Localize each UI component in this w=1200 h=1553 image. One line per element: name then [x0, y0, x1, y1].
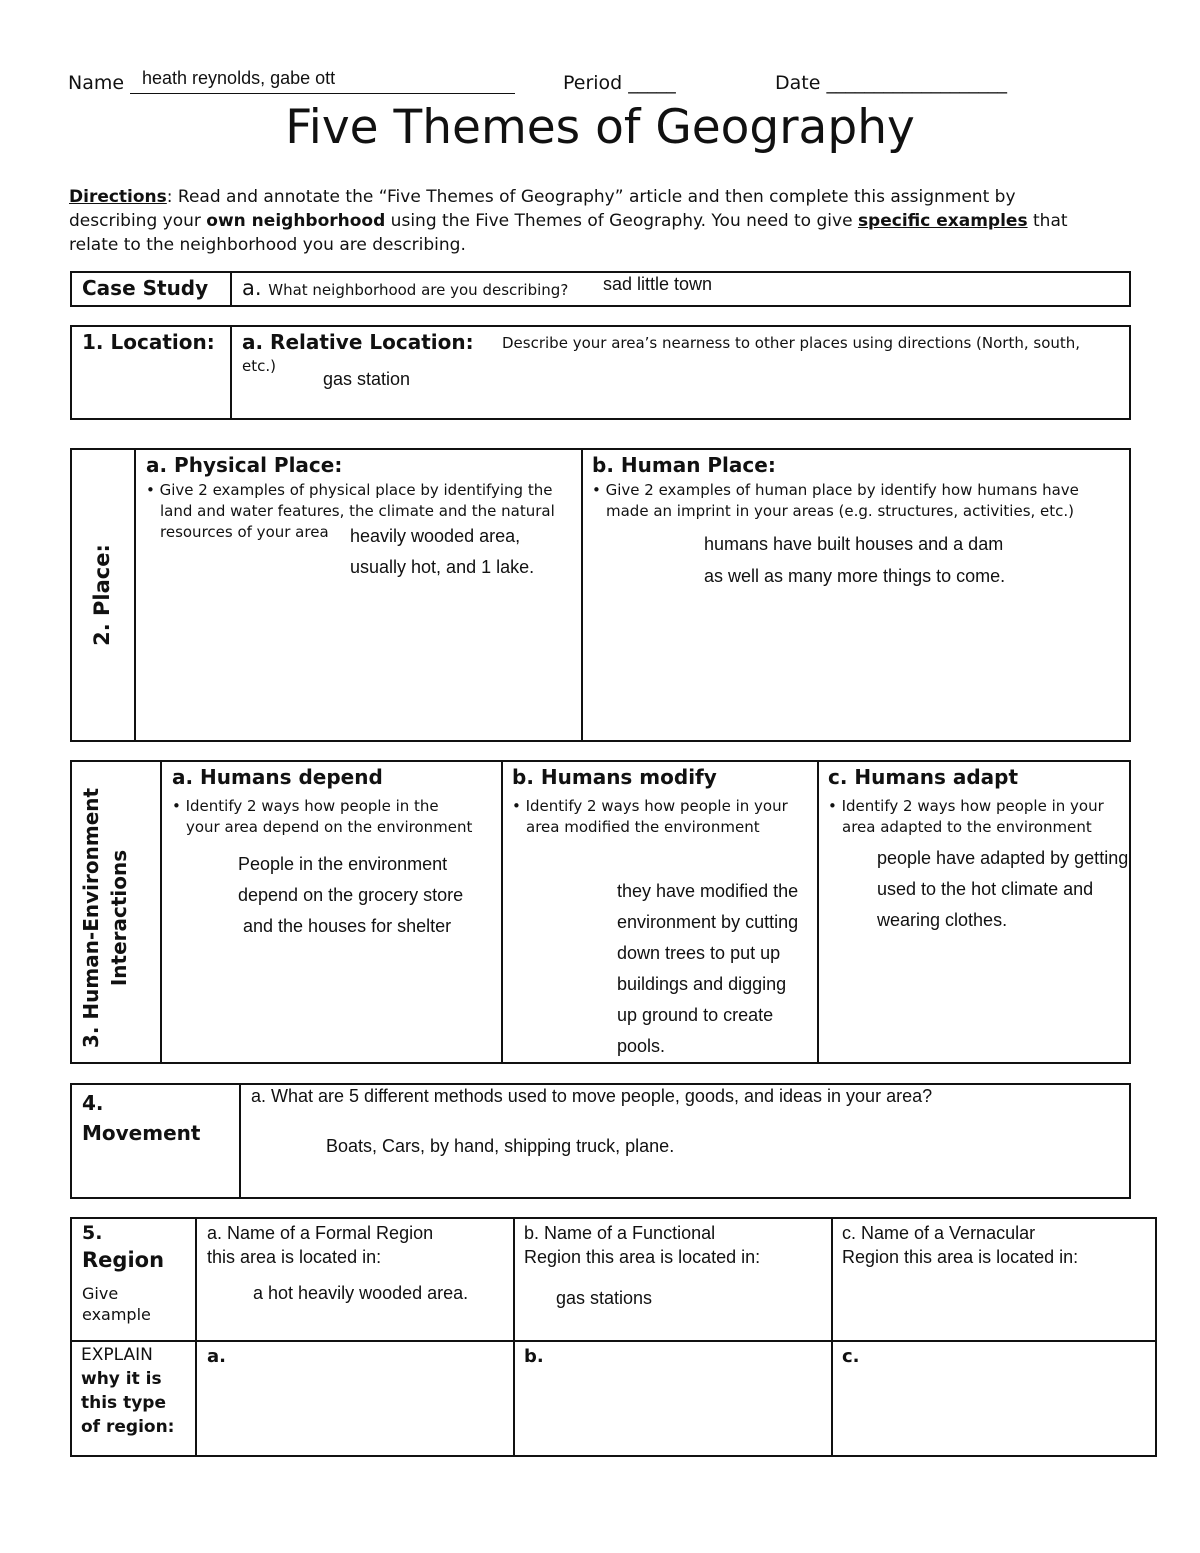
directions-specific-examples: specific examples — [857, 211, 1028, 231]
humans-modify-heading: b. Humans modify — [512, 765, 717, 789]
period-field[interactable]: Period _____ — [563, 72, 676, 94]
directions-text-2a: describing your — [69, 211, 207, 231]
hei-side-label: 3. Human-Environment Interactions — [79, 787, 131, 1049]
directions-text-1: : Read and annotate the “Five Themes of Geography” article and then complete this assignment by — [166, 187, 1016, 207]
humans-adapt-heading: c. Humans adapt — [828, 765, 1019, 789]
human-place-instructions: • Give 2 examples of human place by identify how humans have made an imprint in your areas (e.g. structures, activities, etc.) — [592, 481, 1079, 520]
directions-label: Directions — [69, 187, 167, 207]
name-label: Name — [68, 72, 131, 94]
formal-region-heading: a. Name of a Formal Region this area is located in: — [207, 1223, 434, 1267]
relative-location-prompt-1: Describe your area’s nearness to other places using directions (North, south, — [502, 334, 1081, 352]
humans-depend-instructions: • Identify 2 ways how people in the your area depend on the environment — [172, 797, 473, 836]
directions-text-2c: using the Five Themes of Geography. You need to give — [385, 211, 858, 231]
physical-place-heading: a. Physical Place: — [146, 453, 343, 477]
humans-depend-heading: a. Humans depend — [172, 765, 383, 789]
relative-location-heading: a. Relative Location: — [242, 330, 474, 354]
directions-text-3: relate to the neighborhood you are describing. — [69, 235, 466, 255]
directions-own-neighborhood: own neighborhood — [206, 211, 386, 231]
case-study-label: Case Study — [82, 276, 209, 300]
functional-region-heading: b. Name of a Functional Region this area is located in: — [524, 1223, 761, 1267]
humans-modify-answer[interactable]: they have modified the environment by cutting down trees to put up buildings and digging up ground to create pools. — [617, 881, 799, 1056]
formal-region-answer[interactable]: a hot heavily wooded area. — [253, 1283, 469, 1303]
explain-b[interactable]: b. — [524, 1346, 544, 1367]
vernacular-region-heading: c. Name of a Vernacular Region this area is located in: — [842, 1223, 1079, 1267]
humans-adapt-answer[interactable]: people have adapted by getting used to the hot climate and wearing clothes. — [877, 848, 1129, 930]
humans-adapt-instructions: • Identify 2 ways how people in your area adapted to the environment — [828, 797, 1104, 836]
directions-text-2e: that — [1027, 211, 1068, 231]
place-side-label: 2. Place: — [90, 544, 114, 646]
movement-answer[interactable]: Boats, Cars, by hand, shipping truck, plane. — [326, 1136, 675, 1156]
case-study-prompt: a. What neighborhood are you describing? — [242, 276, 569, 300]
movement-prompt: a. What are 5 different methods used to move people, goods, and ideas in your area? — [251, 1086, 933, 1106]
name-value[interactable]: heath reynolds, gabe ott — [142, 68, 336, 88]
region-label: 5. Region Give example — [82, 1222, 165, 1324]
functional-region-answer[interactable]: gas stations — [556, 1288, 653, 1308]
explain-label: EXPLAIN why it is this type of region: — [81, 1345, 175, 1437]
physical-place-answer[interactable]: heavily wooded area, usually hot, and 1 lake. — [350, 526, 535, 577]
relative-location-answer[interactable]: gas station — [323, 369, 411, 389]
explain-a[interactable]: a. — [207, 1346, 226, 1367]
directions — [69, 185, 1139, 257]
human-place-answer[interactable]: humans have built houses and a dam as well as many more things to come. — [704, 534, 1006, 586]
location-label: 1. Location: — [82, 330, 215, 354]
movement-label: 4. Movement — [82, 1091, 201, 1145]
page-title: Five Themes of Geography — [285, 100, 915, 155]
relative-location-prompt-2: etc.) — [242, 357, 276, 375]
explain-c[interactable]: c. — [842, 1346, 860, 1367]
case-study-answer[interactable]: sad little town — [603, 274, 713, 294]
physical-place-instructions: • Give 2 examples of physical place by identifying the land and water features, the climate and the natural resources of your area — [146, 481, 555, 541]
human-place-heading: b. Human Place: — [592, 453, 776, 477]
date-field[interactable]: Date ___________________ — [775, 72, 1007, 94]
humans-modify-instructions: • Identify 2 ways how people in your area modified the environment — [512, 797, 788, 836]
humans-depend-answer[interactable]: People in the environment depend on the grocery store and the houses for shelter — [238, 854, 464, 936]
